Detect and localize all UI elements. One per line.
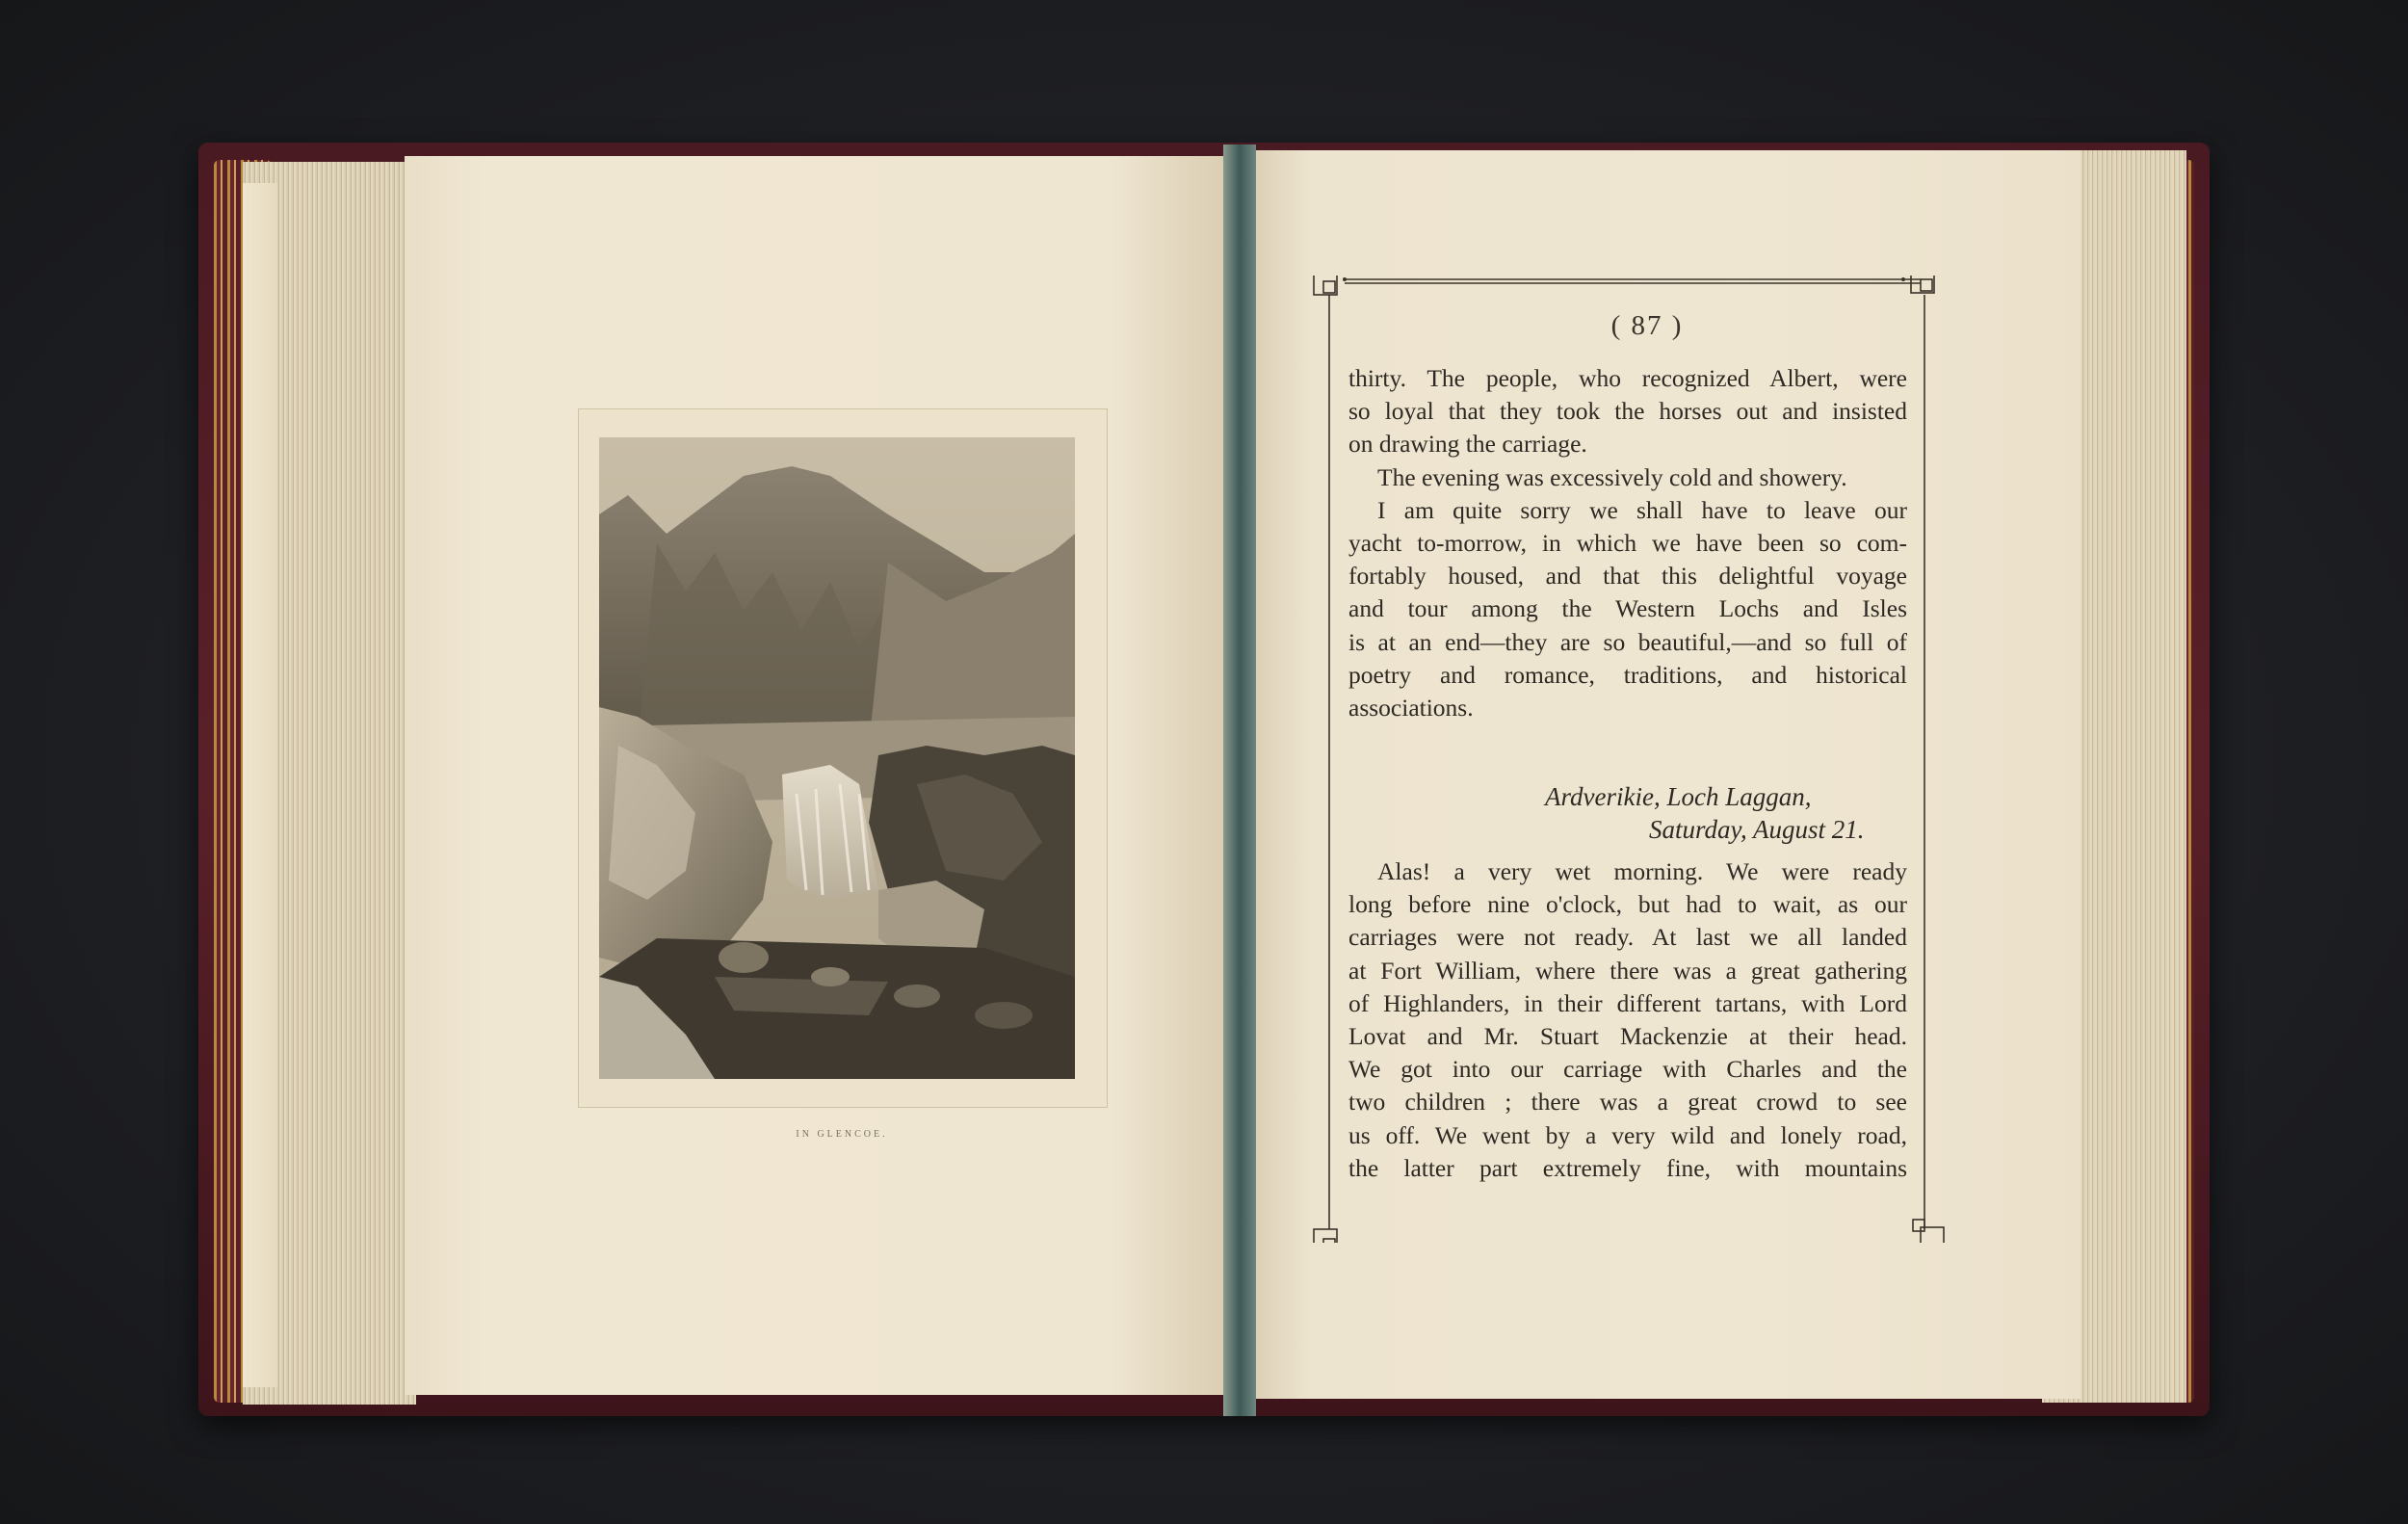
text-line: carriages were not ready. At last we all landed <box>1348 923 1907 952</box>
book-spine <box>1223 145 1256 1416</box>
text-line: two children ; there was a great crowd to see <box>1348 1088 1907 1117</box>
text-line: the latter part extremely fine, with mountains <box>1348 1153 1907 1182</box>
text-line: poetry and romance, traditions, and historical <box>1348 660 1907 689</box>
text-line: us off. We went by a very wild and lonely road, <box>1348 1120 1907 1149</box>
text-line: Alas! a very wet morning. We were ready <box>1377 857 1907 885</box>
photo-caption: IN GLENCOE. <box>796 1129 888 1140</box>
dateline-day: Saturday, August 21. <box>1649 815 1865 844</box>
dateline-place: Ardverikie, Loch Laggan, <box>1545 782 1812 811</box>
page-stack-left-front <box>243 183 277 1387</box>
page-number: ( 87 ) <box>1610 310 1684 341</box>
glencoe-photograph <box>599 437 1075 1079</box>
text-line: I am quite sorry we shall have to leave our <box>1377 495 1907 524</box>
paragraph-1 <box>1348 362 1907 724</box>
text-line: of Highlanders, in their different tartans, with Lord <box>1348 988 1907 1017</box>
text-line: Lovat and Mr. Stuart Mackenzie at their head. <box>1348 1022 1907 1051</box>
paragraph-4 <box>1348 855 1907 1185</box>
text-line: thirty. The people, who recognized Albert, were <box>1348 364 1907 392</box>
text-line: associations. <box>1348 694 1474 723</box>
text-line: We got into our carriage with Charles and the <box>1348 1055 1907 1084</box>
text-line: fortably housed, and that this delightful voyage <box>1348 562 1907 591</box>
text-line: at Fort William, where there was a great gathering <box>1348 956 1907 985</box>
text-line: yacht to-morrow, in which we have been so com- <box>1348 529 1907 558</box>
text-line: The evening was excessively cold and showery. <box>1377 462 1847 491</box>
text-line: so loyal that they took the horses out and insisted <box>1348 397 1907 426</box>
text-line: long before nine o'clock, but had to wait, as our <box>1348 890 1907 919</box>
text-line: on drawing the carriage. <box>1348 430 1587 459</box>
text-line: is at an end—they are so beautiful,—and so full of <box>1348 627 1907 656</box>
text-line: and tour among the Western Lochs and Isles <box>1348 594 1907 623</box>
